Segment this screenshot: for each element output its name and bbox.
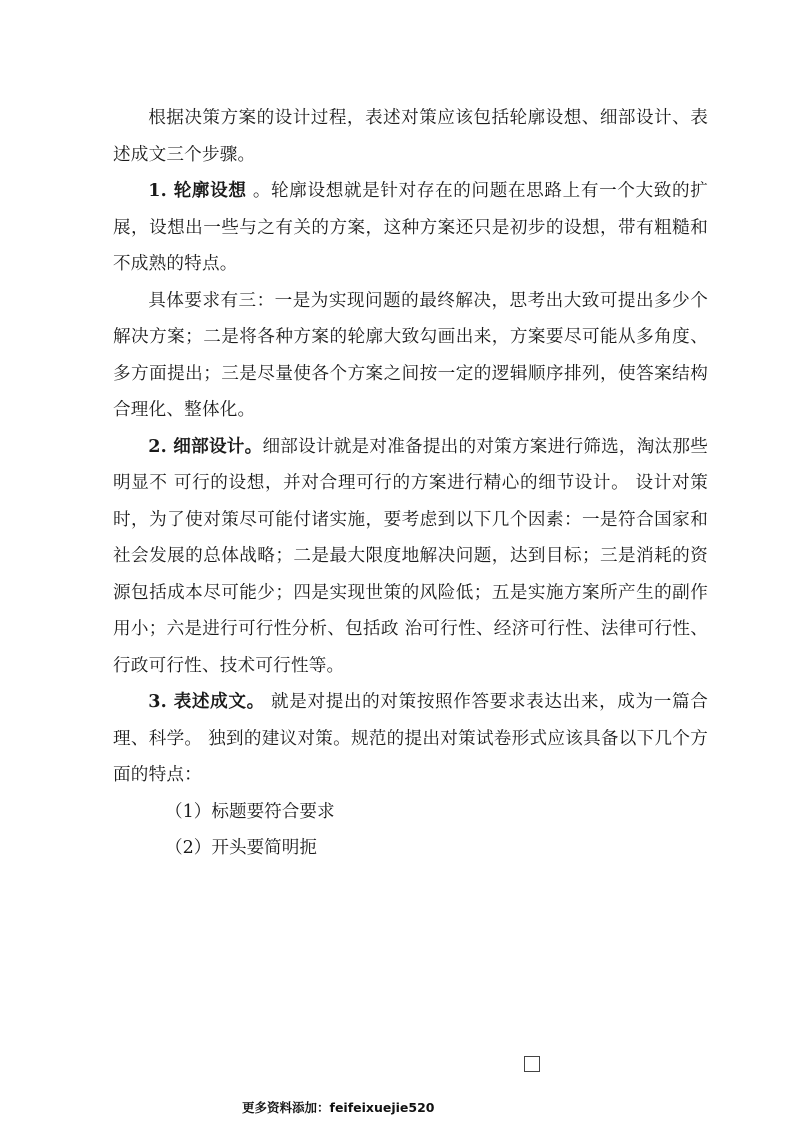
heading-outline: 1. 轮廓设想 <box>148 180 247 201</box>
paragraph-outline-text: 。轮廓设想就是针对存在的问题在思路上有一个大致的扩展，设想出一些与之有关的方案，这种方案还只是初步的设想，带有粗糙和不成熟的特点。 <box>113 181 708 274</box>
paragraph-outline <box>113 173 708 283</box>
paragraph-writing <box>113 684 708 794</box>
paragraph-intro <box>113 100 708 173</box>
heading-writing: 3. 表述成文。 <box>148 691 265 712</box>
document-body <box>113 100 708 867</box>
paragraph-detail <box>113 429 708 685</box>
empty-checkbox[interactable] <box>524 1056 540 1072</box>
list-item: （1）标题要符合要求 <box>165 801 335 822</box>
paragraph-requirements <box>113 283 708 429</box>
paragraph-writing-text: 就是对提出的对策按照作答要求表达出来，成为一篇合理、科学。 独到的建议对策。规范的提出对策试卷形式应该具备以下几个方面的特点： <box>113 692 708 785</box>
footer-contact: 更多资料添加：feifeixuejie520 <box>242 1100 435 1115</box>
heading-detail: 2. 细部设计。 <box>148 435 263 457</box>
list-item: （2）开头要简明扼 <box>165 838 317 858</box>
paragraph-requirements-text: 具体要求有三：一是为实现问题的最终解决，思考出大致可提出多少个解决方案；二是将各种方案的轮廓大致勾画出来，方案要尽可能从多角度、多方面提出；三是尽量使各个方案之间按一定的逻辑顺序排列，使答案结构合理化、整体化。 <box>113 290 708 420</box>
paragraph-intro-text: 根据决策方案的设计过程，表述对策应该包括轮廓设想、细部设计、表述成文三个步骤。 <box>113 108 708 165</box>
paragraph-detail-text: 细部设计就是对准备提出的对策方案进行筛选，淘汰那些明显不 可行的设想，并对合理可行的方案进行精心的细节设计。 设计对策时，为了使对策尽可能付诸实施，要考虑到以下几个因素：一是符合国家和社会发展的总体战略；二是最大限度地解决问题，达到目标；三是消耗的资源包括成本尽可能少；四是实现世策的风险低；五是实施方案所产生的副作用小；六是进行可行性分析、包括政 治可行性、经济可行性、法律可行性、行政可行性、技术可行性等。 <box>113 436 708 676</box>
